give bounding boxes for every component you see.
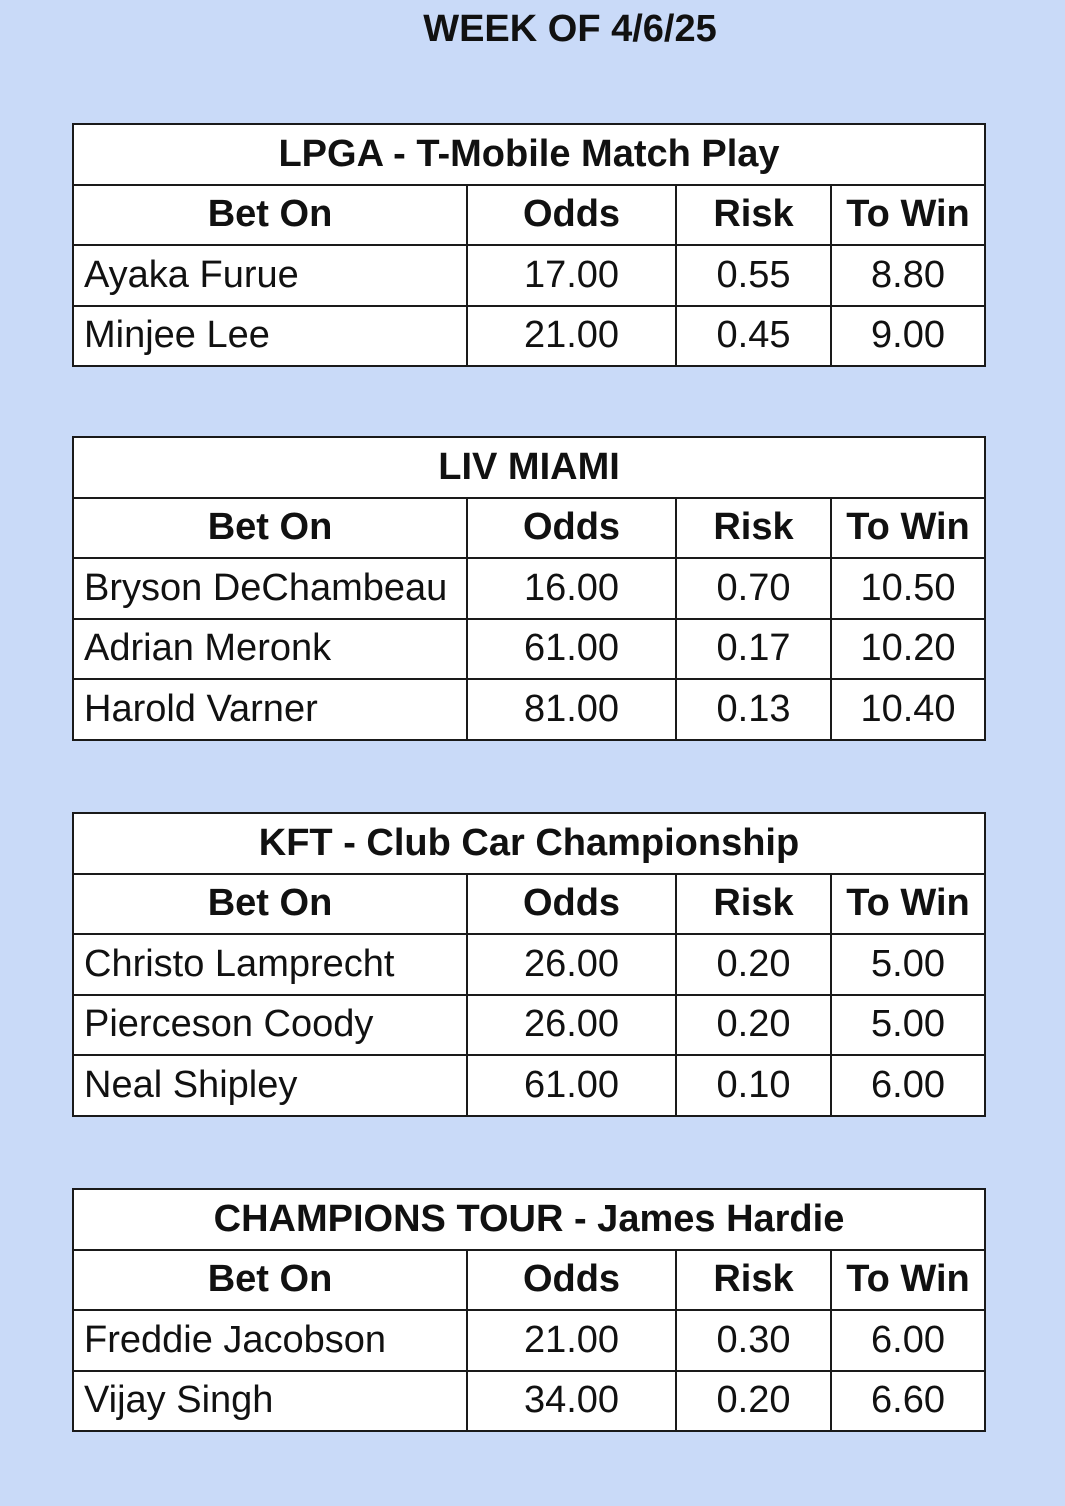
- to-win-value: 5.00: [831, 934, 985, 995]
- table-row: [73, 558, 985, 619]
- to-win-value: 10.50: [831, 558, 985, 619]
- odds-value: 26.00: [467, 934, 676, 995]
- tournament-table-liv: [72, 436, 986, 741]
- risk-value: 0.30: [676, 1310, 831, 1371]
- column-header-bet-on: Bet On: [73, 1250, 467, 1311]
- to-win-value: 5.00: [831, 995, 985, 1056]
- player-name: Ayaka Furue: [73, 245, 467, 306]
- column-header-to-win: To Win: [831, 185, 985, 246]
- header-row: [73, 498, 985, 559]
- player-name: Bryson DeChambeau: [73, 558, 467, 619]
- player-name: Adrian Meronk: [73, 619, 467, 680]
- risk-value: 0.20: [676, 934, 831, 995]
- table-row: [73, 1310, 985, 1371]
- to-win-value: 8.80: [831, 245, 985, 306]
- tournament-title: CHAMPIONS TOUR - James Hardie: [73, 1189, 985, 1250]
- to-win-value: 6.00: [831, 1310, 985, 1371]
- tournament-title: KFT - Club Car Championship: [73, 813, 985, 874]
- table-row: [73, 306, 985, 367]
- odds-value: 34.00: [467, 1371, 676, 1432]
- tournament-table-lpga: [72, 123, 986, 367]
- odds-value: 61.00: [467, 619, 676, 680]
- header-row: [73, 1250, 985, 1311]
- table-row: [73, 1371, 985, 1432]
- player-name: Christo Lamprecht: [73, 934, 467, 995]
- column-header-risk: Risk: [676, 874, 831, 935]
- column-header-odds: Odds: [467, 185, 676, 246]
- risk-value: 0.45: [676, 306, 831, 367]
- header-row: [73, 185, 985, 246]
- odds-value: 61.00: [467, 1055, 676, 1116]
- risk-value: 0.20: [676, 1371, 831, 1432]
- tournament-table-kft: [72, 812, 986, 1117]
- risk-value: 0.70: [676, 558, 831, 619]
- table-row: [73, 245, 985, 306]
- column-header-to-win: To Win: [831, 498, 985, 559]
- odds-value: 81.00: [467, 679, 676, 740]
- table-row: [73, 619, 985, 680]
- tournament-title: LPGA - T-Mobile Match Play: [73, 124, 985, 185]
- player-name: Freddie Jacobson: [73, 1310, 467, 1371]
- column-header-to-win: To Win: [831, 1250, 985, 1311]
- column-header-bet-on: Bet On: [73, 874, 467, 935]
- player-name: Minjee Lee: [73, 306, 467, 367]
- risk-value: 0.20: [676, 995, 831, 1056]
- odds-value: 21.00: [467, 1310, 676, 1371]
- player-name: Pierceson Coody: [73, 995, 467, 1056]
- tournament-table-champions: [72, 1188, 986, 1432]
- odds-value: 21.00: [467, 306, 676, 367]
- tournament-title: LIV MIAMI: [73, 437, 985, 498]
- column-header-risk: Risk: [676, 498, 831, 559]
- table-row: [73, 1055, 985, 1116]
- to-win-value: 6.60: [831, 1371, 985, 1432]
- to-win-value: 10.40: [831, 679, 985, 740]
- risk-value: 0.13: [676, 679, 831, 740]
- column-header-risk: Risk: [676, 185, 831, 246]
- odds-value: 26.00: [467, 995, 676, 1056]
- risk-value: 0.17: [676, 619, 831, 680]
- to-win-value: 6.00: [831, 1055, 985, 1116]
- column-header-bet-on: Bet On: [73, 498, 467, 559]
- to-win-value: 9.00: [831, 306, 985, 367]
- to-win-value: 10.20: [831, 619, 985, 680]
- column-header-bet-on: Bet On: [73, 185, 467, 246]
- table-row: [73, 679, 985, 740]
- table-row: [73, 934, 985, 995]
- column-header-odds: Odds: [467, 1250, 676, 1311]
- risk-value: 0.10: [676, 1055, 831, 1116]
- player-name: Vijay Singh: [73, 1371, 467, 1432]
- column-header-odds: Odds: [467, 874, 676, 935]
- header-row: [73, 874, 985, 935]
- week-title: WEEK OF 4/6/25: [423, 8, 717, 50]
- odds-value: 17.00: [467, 245, 676, 306]
- odds-value: 16.00: [467, 558, 676, 619]
- player-name: Neal Shipley: [73, 1055, 467, 1116]
- risk-value: 0.55: [676, 245, 831, 306]
- column-header-to-win: To Win: [831, 874, 985, 935]
- column-header-risk: Risk: [676, 1250, 831, 1311]
- table-row: [73, 995, 985, 1056]
- column-header-odds: Odds: [467, 498, 676, 559]
- player-name: Harold Varner: [73, 679, 467, 740]
